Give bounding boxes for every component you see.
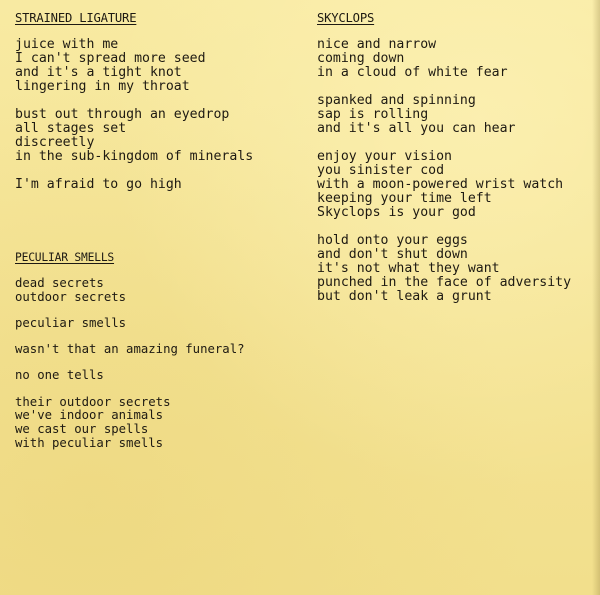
stanza	[15, 38, 295, 94]
poem-line: spanked and spinning	[317, 92, 476, 108]
poem-line: and don't shut down	[317, 246, 468, 262]
poem-line: we've indoor animals	[15, 408, 164, 423]
poem-line: Skyclops is your god	[317, 205, 476, 221]
poem-line: bust out through an eyedrop	[15, 106, 230, 122]
poem-line: we cast our spells	[15, 422, 149, 437]
poem-line: no one tells	[15, 368, 104, 383]
poem-line: and it's a tight knot	[15, 65, 182, 81]
poem-line: I'm afraid to go high	[15, 176, 182, 192]
poem-line: it's not what they want	[317, 260, 500, 276]
stanza	[15, 343, 295, 357]
stanza	[15, 396, 295, 451]
stanza	[317, 150, 597, 220]
poem-line: in the sub-kingdom of minerals	[15, 149, 254, 165]
poem-line: but don't leak a grunt	[317, 289, 492, 304]
poem-line: and it's all you can hear	[317, 121, 516, 137]
poem-line: coming down	[317, 51, 405, 67]
poem-line: outdoor secrets	[15, 289, 127, 304]
poem-strained-ligature	[15, 11, 295, 205]
poem-line: discreetly	[15, 135, 95, 151]
stanza	[15, 369, 295, 383]
poem-title: STRAINED LIGATURE	[15, 11, 137, 25]
poem-title: PECULIAR SMELLS	[15, 251, 115, 264]
poem-peculiar-smells	[15, 246, 295, 463]
stanza	[317, 94, 597, 136]
stanza	[15, 108, 295, 164]
stanza	[317, 234, 597, 304]
poem-line: with a moon-powered wrist watch	[317, 176, 564, 192]
poem-skyclops	[317, 11, 597, 318]
page-edge-shadow	[592, 0, 600, 595]
stanza	[317, 38, 597, 80]
poem-line: all stages set	[15, 121, 127, 137]
poem-line: juice with me	[15, 37, 119, 53]
poem-line: with peculiar smells	[15, 435, 164, 450]
poem-line: their outdoor secrets	[15, 394, 171, 409]
poem-line: enjoy your vision	[317, 148, 452, 164]
poem-line: wasn't that an amazing funeral?	[15, 342, 245, 357]
stanza	[15, 178, 295, 192]
poem-line: sap is rolling	[317, 106, 429, 122]
poem-line: lingering in my throat	[15, 79, 190, 95]
poem-line: you sinister cod	[317, 162, 445, 178]
poem-line: dead secrets	[15, 276, 104, 290]
poem-line: I can't spread more seed	[15, 51, 206, 67]
poem-line: keeping your time left	[317, 190, 492, 206]
stanza	[15, 317, 295, 331]
poem-line: nice and narrow	[317, 37, 437, 53]
poem-line: hold onto your eggs	[317, 232, 468, 248]
poem-line: in a cloud of white fear	[317, 65, 508, 81]
stanza	[15, 277, 295, 305]
poem-title: SKYCLOPS	[317, 11, 375, 25]
poem-line: punched in the face of adversity	[317, 274, 572, 290]
poem-line: peculiar smells	[15, 315, 127, 330]
